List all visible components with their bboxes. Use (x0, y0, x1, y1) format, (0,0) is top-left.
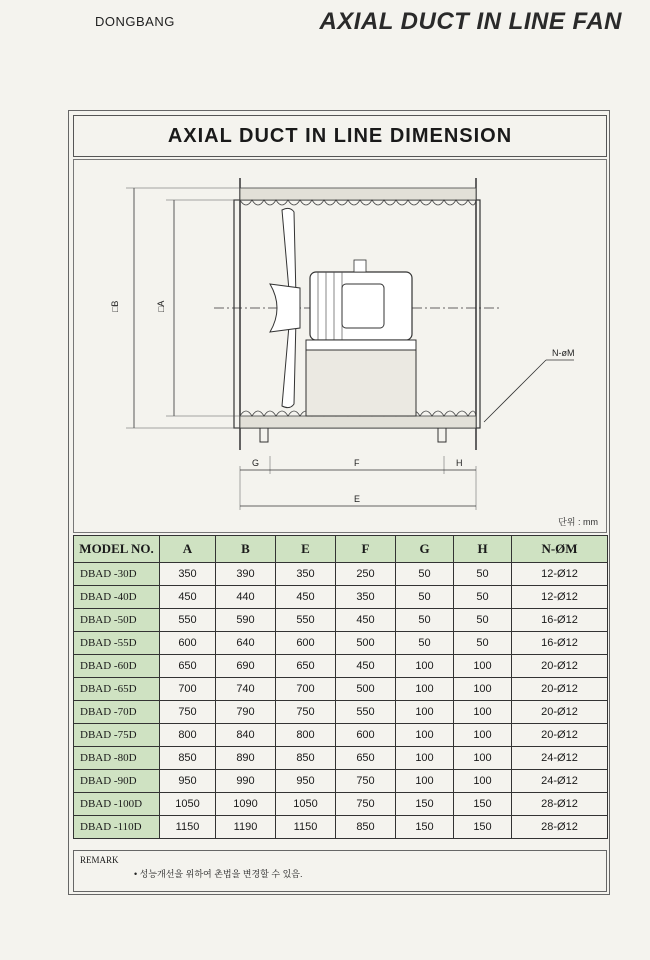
value-cell: 450 (336, 655, 396, 678)
value-cell: 50 (396, 586, 454, 609)
value-cell: 50 (396, 632, 454, 655)
header-a: A (160, 536, 216, 563)
value-cell: 100 (454, 747, 512, 770)
table-row (74, 793, 608, 816)
value-cell: 740 (216, 678, 276, 701)
value-cell: 100 (396, 678, 454, 701)
label-nm: N-øM (552, 348, 575, 358)
value-cell: 600 (160, 632, 216, 655)
remark-text: • 성능개선을 위하여 촌법을 변경할 수 있음. (134, 869, 303, 879)
value-cell: 700 (276, 678, 336, 701)
value-cell: 50 (454, 563, 512, 586)
value-cell: 12-Ø12 (512, 586, 608, 609)
insulation-top (240, 188, 476, 200)
value-cell: 450 (276, 586, 336, 609)
value-cell: 440 (216, 586, 276, 609)
table-row (74, 770, 608, 793)
value-cell: 100 (454, 770, 512, 793)
value-cell: 850 (276, 747, 336, 770)
table-row (74, 701, 608, 724)
value-cell: 800 (276, 724, 336, 747)
table-row (74, 747, 608, 770)
value-cell: 350 (336, 586, 396, 609)
table-row (74, 586, 608, 609)
motor-base (306, 340, 416, 350)
value-cell: 20-Ø12 (512, 655, 608, 678)
model-cell: DBAD -90D (74, 770, 160, 793)
header-g: G (396, 536, 454, 563)
value-cell: 990 (216, 770, 276, 793)
support-feet (260, 428, 446, 442)
value-cell: 100 (396, 770, 454, 793)
value-cell: 750 (336, 793, 396, 816)
value-cell: 50 (396, 563, 454, 586)
table-header-row (74, 536, 608, 563)
dimension-table (73, 535, 608, 839)
value-cell: 1150 (276, 816, 336, 839)
value-cell: 24-Ø12 (512, 770, 608, 793)
insulation-bottom (240, 416, 476, 428)
value-cell: 1150 (160, 816, 216, 839)
table-row (74, 678, 608, 701)
value-cell: 750 (336, 770, 396, 793)
model-cell: DBAD -30D (74, 563, 160, 586)
value-cell: 450 (336, 609, 396, 632)
label-g: G (252, 458, 260, 468)
value-cell: 950 (160, 770, 216, 793)
value-cell: 50 (454, 632, 512, 655)
model-cell: DBAD -50D (74, 609, 160, 632)
value-cell: 100 (454, 724, 512, 747)
value-cell: 750 (160, 701, 216, 724)
value-cell: 950 (276, 770, 336, 793)
value-cell: 550 (276, 609, 336, 632)
table-row (74, 655, 608, 678)
brand-name: DONGBANG (95, 14, 175, 29)
value-cell: 590 (216, 609, 276, 632)
value-cell: 24-Ø12 (512, 747, 608, 770)
section-title: AXIAL DUCT IN LINE DIMENSION (73, 115, 607, 157)
motor-eyebolt (354, 260, 366, 272)
value-cell: 1190 (216, 816, 276, 839)
value-cell: 100 (396, 747, 454, 770)
model-cell: DBAD -40D (74, 586, 160, 609)
value-cell: 50 (396, 609, 454, 632)
model-cell: DBAD -70D (74, 701, 160, 724)
value-cell: 100 (454, 701, 512, 724)
header-nm: N-ØM (512, 536, 608, 563)
value-cell: 100 (396, 701, 454, 724)
leader-nm (484, 360, 546, 422)
header-f: F (336, 536, 396, 563)
value-cell: 1050 (276, 793, 336, 816)
value-cell: 690 (216, 655, 276, 678)
value-cell: 790 (216, 701, 276, 724)
value-cell: 20-Ø12 (512, 724, 608, 747)
value-cell: 390 (216, 563, 276, 586)
table-body (74, 563, 608, 839)
value-cell: 100 (396, 724, 454, 747)
value-cell: 20-Ø12 (512, 701, 608, 724)
label-f: F (354, 458, 360, 468)
table-row (74, 816, 608, 839)
value-cell: 650 (276, 655, 336, 678)
value-cell: 150 (396, 816, 454, 839)
label-e: E (354, 494, 361, 504)
model-cell: DBAD -65D (74, 678, 160, 701)
value-cell: 16-Ø12 (512, 609, 608, 632)
label-square-a: □A (156, 300, 166, 312)
value-cell: 28-Ø12 (512, 816, 608, 839)
value-cell: 890 (216, 747, 276, 770)
table-row (74, 724, 608, 747)
model-cell: DBAD -60D (74, 655, 160, 678)
value-cell: 550 (160, 609, 216, 632)
model-cell: DBAD -100D (74, 793, 160, 816)
value-cell: 650 (160, 655, 216, 678)
header-e: E (276, 536, 336, 563)
value-cell: 450 (160, 586, 216, 609)
header-h: H (454, 536, 512, 563)
model-cell: DBAD -110D (74, 816, 160, 839)
wave-top (240, 200, 476, 205)
value-cell: 150 (454, 793, 512, 816)
value-cell: 840 (216, 724, 276, 747)
value-cell: 640 (216, 632, 276, 655)
value-cell: 750 (276, 701, 336, 724)
value-cell: 50 (454, 609, 512, 632)
value-cell: 100 (454, 655, 512, 678)
motor-stand (306, 350, 416, 416)
table-row (74, 563, 608, 586)
value-cell: 150 (396, 793, 454, 816)
remark-label: REMARK (80, 855, 119, 865)
header-b: B (216, 536, 276, 563)
label-square-b: □B (110, 300, 120, 312)
motor-body (310, 272, 412, 340)
model-cell: DBAD -80D (74, 747, 160, 770)
value-cell: 600 (276, 632, 336, 655)
value-cell: 550 (336, 701, 396, 724)
value-cell: 100 (454, 678, 512, 701)
dimension-drawing (73, 159, 607, 533)
table-row (74, 632, 608, 655)
value-cell: 350 (160, 563, 216, 586)
value-cell: 1050 (160, 793, 216, 816)
value-cell: 850 (336, 816, 396, 839)
table-row (74, 609, 608, 632)
value-cell: 850 (160, 747, 216, 770)
value-cell: 350 (276, 563, 336, 586)
dimension-sheet (68, 110, 610, 895)
value-cell: 250 (336, 563, 396, 586)
fan-drawing-svg (74, 160, 606, 532)
value-cell: 150 (454, 816, 512, 839)
header-model: MODEL NO. (74, 536, 160, 563)
value-cell: 800 (160, 724, 216, 747)
value-cell: 600 (336, 724, 396, 747)
value-cell: 100 (396, 655, 454, 678)
unit-note: 단위 : mm (558, 517, 598, 527)
value-cell: 28-Ø12 (512, 793, 608, 816)
value-cell: 500 (336, 632, 396, 655)
label-h: H (456, 458, 463, 468)
value-cell: 650 (336, 747, 396, 770)
remark-box (73, 850, 607, 892)
value-cell: 500 (336, 678, 396, 701)
value-cell: 16-Ø12 (512, 632, 608, 655)
model-cell: DBAD -55D (74, 632, 160, 655)
value-cell: 1090 (216, 793, 276, 816)
value-cell: 700 (160, 678, 216, 701)
page-title: AXIAL DUCT IN LINE FAN (319, 8, 622, 35)
value-cell: 50 (454, 586, 512, 609)
value-cell: 20-Ø12 (512, 678, 608, 701)
model-cell: DBAD -75D (74, 724, 160, 747)
value-cell: 12-Ø12 (512, 563, 608, 586)
